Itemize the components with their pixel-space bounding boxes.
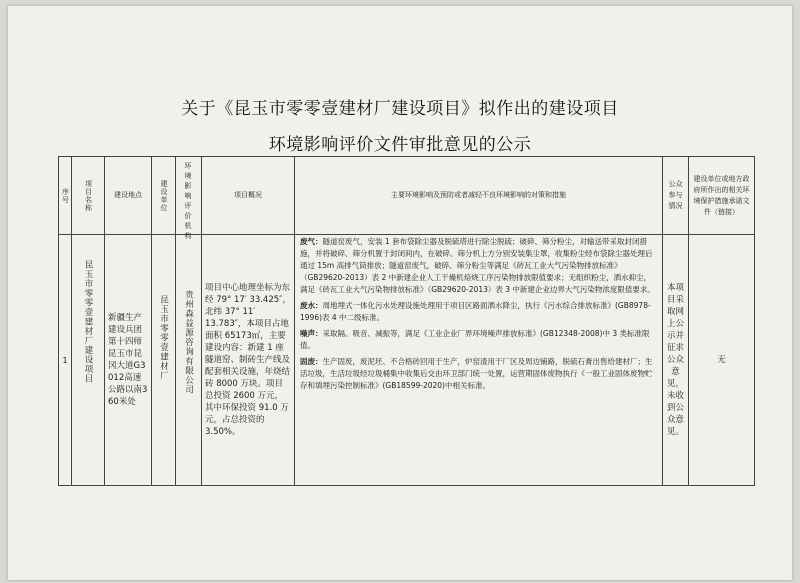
document-page	[8, 6, 792, 580]
header-public: 公众参与情况	[663, 157, 689, 235]
row-no: 1	[59, 235, 72, 486]
header-overview: 项目概况	[202, 157, 295, 235]
table-row	[59, 235, 755, 486]
measure-solid-waste: 固废：生产固废，废泥坯、不合格砖回用于生产，炉窑渣用于厂区及周边铺路，脱硫石膏出售给建材厂；生活垃圾，生活垃圾经垃圾桶集中收集后交由环卫部门统一处置，运营期固体废物执行《一般工业固体废物贮存和填埋污染控制标准》(GB18599-2020)中相关标准。	[300, 357, 653, 390]
row-unit: 昆玉市零零壹建材厂	[152, 235, 176, 486]
table-header-row	[59, 157, 755, 235]
row-project-name: 昆玉市零零壹建材厂建设项目	[72, 235, 105, 486]
row-eia-agency: 贵州森益源咨询有限公司	[176, 235, 202, 486]
measure-noise: 噪声：采取隔、吸音、减振等，满足《工业企业厂界环境噪声排放标准》(GB12348-2008)中 3 类标准限值。	[300, 329, 650, 350]
row-overview: 项目中心地理坐标为东经 79° 17′ 33.425″，北纬 37° 11′ 13.783″，本项目占地面积 65173㎡，主要建设内容：新建 1 座隧道窑、制砖生产线及配套相关设施，年烧结砖 8000 万块。项目总投资 2600 万元，其中环保投资 91.0 万元，占总投资的 3.50%。	[202, 235, 295, 486]
document-title-line2: 环境影响评价文件审批意见的公示	[268, 135, 532, 155]
row-public-participation: 本项目采取网上公示并征求公众意见，未收到公众意见。	[663, 235, 689, 486]
header-name: 项目名称	[72, 157, 105, 235]
row-commitment: 无	[689, 235, 755, 486]
header-location: 建设地点	[105, 157, 152, 235]
measure-air: 废气：隧道窑废气，安装 1 套布袋除尘器及脱硫塔进行除尘脱硫；破碎、筛分粉尘，对输送带采取封闭措施，并将破碎、筛分机置于封闭间内，在破碎、筛分机上方分别安装集尘罩，收集粉尘经布袋除尘器处理后通过 15m 高排气筒排放；隧道窑废气，破碎、筛分粉尘等满足《砖瓦工业大气污染物排放标准》（GB29620-2013）表 2 中新建企业人工干燥机焙烧工序污染物排放限值要求；无组织粉尘，洒水抑尘，满足《砖瓦工业大气污染物排放标准》（GB29620-2013）表 3 中新建企业边界大气污染物浓度限值要求。	[300, 237, 655, 294]
row-location: 新疆生产建设兵团第十四师昆玉市昆冈大道G3012高速公路以南360米处	[105, 235, 152, 486]
header-eia: 环境影响评价机构	[176, 157, 202, 235]
measure-water: 废水：周地埋式一体化污水处理设施处理用于项目区路面洒水降尘，执行《污水综合排放标准》(GB8978-1996)表 4 中二级标准。	[300, 301, 651, 322]
header-no: 序号	[59, 157, 72, 235]
row-measures	[295, 235, 663, 486]
approval-table	[58, 156, 755, 486]
document-title-line1: 关于《昆玉市零零壹建材厂建设项目》拟作出的建设项目	[181, 99, 619, 119]
header-unit: 建设单位	[152, 157, 176, 235]
header-measures: 主要环境影响及预防或者减轻不良环境影响的对策和措施	[295, 157, 663, 235]
header-commit: 建设单位或地方政府所作出的相关环境保护措施承诺文件（链接）	[689, 157, 755, 235]
